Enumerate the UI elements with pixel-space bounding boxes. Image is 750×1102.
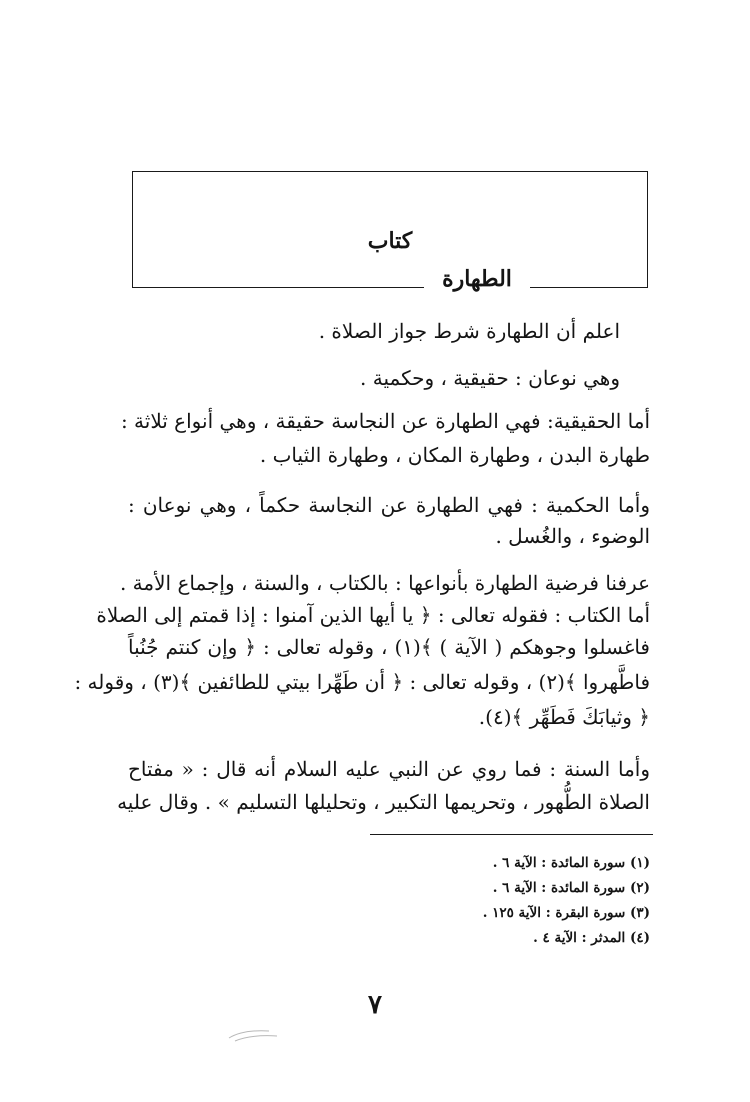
footnote-separator [370, 834, 653, 835]
ink-smudge [225, 1024, 285, 1044]
footnote: (٤) المدثر : الآية ٤ . [533, 930, 650, 946]
paragraph-line: ﴿ وثيابَكَ فَطَهِّر ﴾(٤). [478, 705, 650, 729]
paragraph-line: اعلم أن الطهارة شرط جواز الصلاة . [318, 319, 620, 343]
paragraph-line: طهارة البدن ، وطهارة المكان ، وطهارة الثياب . [259, 443, 650, 467]
page-number: ٧ [368, 990, 382, 1020]
frame-bottom-rule-right [530, 287, 648, 288]
frame-bottom-rule-left [132, 287, 424, 288]
paragraph-line: عرفنا فرضية الطهارة بأنواعها : بالكتاب ، والسنة ، وإجماع الأمة . [119, 571, 650, 595]
paragraph-line: فاطَّهروا ﴾(٢) ، وقوله تعالى : ﴿ أن طَهِّرا بيتي للطائفين ﴾(٣) ، وقوله : [74, 670, 650, 694]
paragraph-line: وهي نوعان : حقيقية ، وحكمية . [360, 366, 620, 390]
footnote: (١) سورة المائدة : الآية ٦ . [492, 855, 650, 871]
footnote: (٣) سورة البقرة : الآية ١٢٥ . [482, 905, 650, 921]
paragraph-line: أما الحقيقية: فهي الطهارة عن النجاسة حقيقة ، وهي أنواع ثلاثة : [120, 409, 650, 433]
paragraph-line: فاغسلوا وجوهكم ( الآية ) ﴾(١) ، وقوله تعالى : ﴿ وإن كنتم جُنُباً [128, 635, 650, 659]
chapter-label: كتاب [367, 228, 413, 254]
footnote: (٢) سورة المائدة : الآية ٦ . [492, 880, 650, 896]
chapter-title: الطهارة [442, 266, 512, 292]
paragraph-line: أما الكتاب : فقوله تعالى : ﴿ يا أيها الذين آمنوا : إذا قمتم إلى الصلاة [96, 603, 650, 627]
paragraph-line: وأما السنة : فما روي عن النبي عليه السلام أنه قال : « مفتاح [128, 757, 650, 781]
paragraph-line: وأما الحكمية : فهي الطهارة عن النجاسة حكماً ، وهي نوعان : [128, 493, 650, 517]
paragraph-line: الصلاة الطُّهور ، وتحريمها التكبير ، وتحليلها التسليم » . وقال عليه [117, 790, 650, 814]
paragraph-line: الوضوء ، والغُسل . [495, 524, 650, 548]
